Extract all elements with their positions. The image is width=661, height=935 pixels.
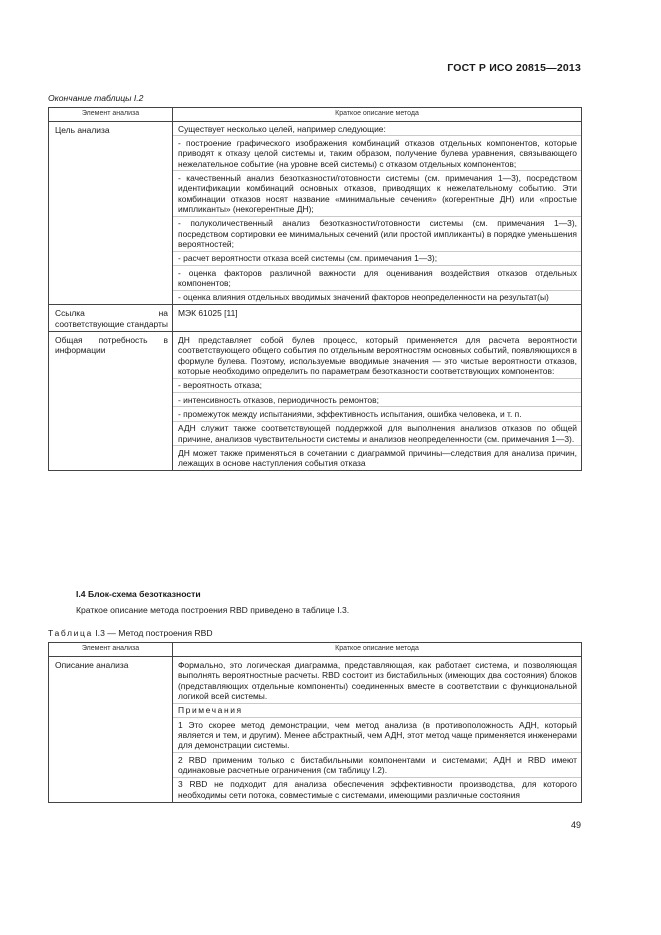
column-header-method: Краткое описание метода (173, 643, 582, 657)
row-description (173, 305, 582, 332)
row-label: Ссылка на соответствующие стандарты (49, 305, 173, 332)
table-i3 (48, 642, 582, 803)
note-3: 3 RBD не подходит для анализа обеспечения эффективности производства, для которого необходимы сети потока, совместимые с системами, имеющими различные состояния (178, 779, 577, 800)
paragraph: - качественный анализ безотказности/готовности системы (см. примечания 1—3), посредством идентификации комбинаций основных отказов, приводящих к нежелательному событию. Эти комбинации отказов носят название «минимальные сечения» (когерентные ДН) или «простые импликанты» (некогерентные ДН); (173, 171, 581, 216)
column-header-element: Элемент анализа (49, 108, 173, 122)
caption-word: Таблица (48, 628, 93, 638)
table-i2-caption: Окончание таблицы I.2 (48, 93, 144, 103)
row-label: Описание анализа (49, 657, 173, 803)
note-2: 2 RBD применим только с бистабильными компонентами и системами; АДН и RBD имеют одинаковые расчетные ограничения (см таблицу I.2). (173, 753, 581, 778)
paragraph: - оценка влияния отдельных вводимых значений факторов неопределенности на результат(ы) (178, 292, 549, 303)
paragraph: - полуколичественный анализ безотказности/готовности системы (см. примечания 1—3), посредством сортировки ее минимальных сечений (или простой импликанты) в порядке уменьшения вероятностей; (173, 217, 581, 252)
paragraph: ДН представляет собой булев процесс, который применяется для расчета вероятности соответствующего общего события по отдельным вероятностям основных событий, появляющихся в формуле булева. Поэтому, используемые вводимые значения — это чистые вероятности отказов, которые необходимо определить по параметрам безотказности соответствующих компонентов: (173, 332, 581, 379)
paragraph: - вероятность отказа; (173, 379, 581, 393)
table-row-standards (49, 305, 582, 332)
table-row-information (49, 331, 582, 470)
section-heading: I.4 Блок-схема безотказности (76, 589, 201, 599)
caption-title: I.3 — Метод построения RBD (92, 628, 213, 638)
row-description (173, 657, 582, 803)
row-description (173, 122, 582, 305)
paragraph: Формально, это логическая диаграмма, представляющая, как работает система, и позволяющая выполнять вероятностные расчеты. RBD состоит из бистабильных (имеющих два состояния) блоков (представляющих отдельные компоненты) соединенных вместе в соответствии с функциональной логикой всей системы. (173, 657, 581, 704)
paragraph: - интенсивность отказов, периодичность ремонтов; (173, 393, 581, 407)
paragraph: ДН может также применяться в сочетании с диаграммой причины—следствия для анализа причин, лежащих в основе наступления события отказа (178, 447, 577, 469)
document-standard-number: ГОСТ Р ИСО 20815—2013 (447, 62, 581, 74)
column-header-element: Элемент анализа (49, 643, 173, 657)
paragraph: - расчет вероятности отказа всей системы (см. примечания 1—3); (173, 252, 581, 266)
row-label: Общая потребность в информации (49, 331, 173, 470)
table-row-description (49, 657, 582, 803)
table-header-row (49, 643, 582, 657)
paragraph: Существует несколько целей, например следующие: (173, 122, 581, 136)
notes-title: Примечания (173, 704, 581, 718)
paragraph: - построение графического изображения комбинаций отказов отдельных компонентов, которые приводят к отказу целой системы и, таким образом, получение булева уравнения, связывающего нежелательное событие (на уровне всей системы) с отказом отдельных компонентов; (173, 136, 581, 171)
column-header-method: Краткое описание метода (173, 108, 582, 122)
page-number: 49 (570, 820, 581, 830)
paragraph: МЭК 61025 [11] (178, 308, 238, 319)
paragraph: - промежуток между испытаниями, эффективность испытания, ошибка человека, и т. п. (173, 407, 581, 421)
table-header-row (49, 108, 582, 122)
paragraph: - оценка факторов различной важности для оценивания воздействия отказов отдельных компонентов; (173, 266, 581, 291)
paragraph: АДН служит также соответствующей поддержкой для выполнения анализов отказов по общей причине, анализов чувствительности системы и анализов неопределенности (см. примечания 1—3). (173, 422, 581, 447)
section-intro: Краткое описание метода построения RBD приведено в таблице I.3. (76, 605, 350, 615)
table-i3-caption (48, 628, 213, 638)
table-i2 (48, 107, 582, 471)
table-row-goal (49, 122, 582, 305)
note-1: 1 Это скорее метод демонстрации, чем метод анализа (в противоположность АДН, который является и тем, и другим). Менее абстрактный, чем АДН, этот метод чаще применяется инженерами для демонстрации системы. (173, 718, 581, 753)
row-description (173, 331, 582, 470)
row-label: Цель анализа (49, 122, 173, 305)
